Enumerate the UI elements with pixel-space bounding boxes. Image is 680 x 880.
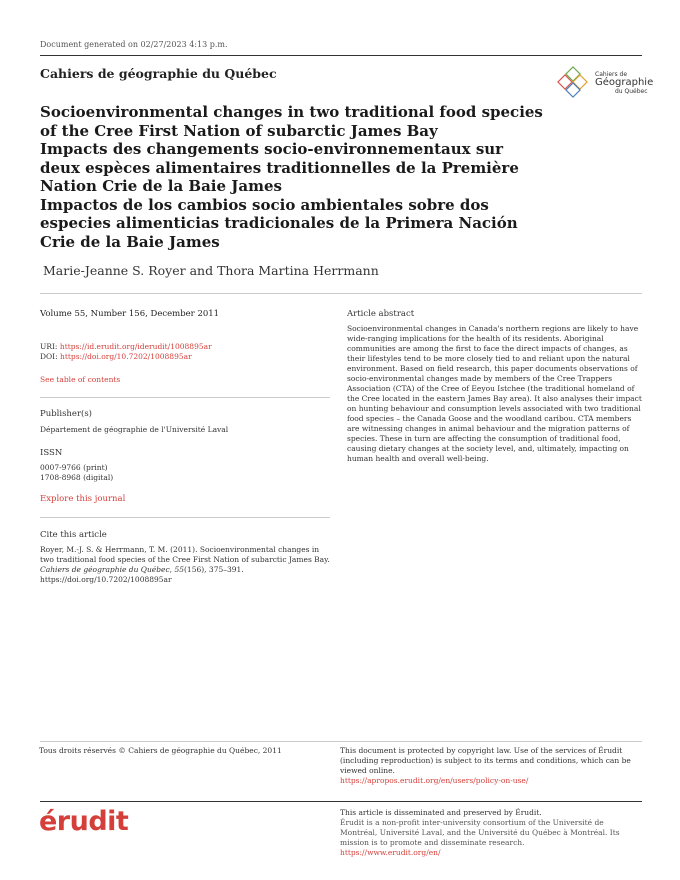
- left-rule-1: [40, 397, 330, 398]
- logo-diamonds-icon: [554, 66, 594, 106]
- logo-line-1: Cahiers de: [595, 71, 628, 78]
- publisher-heading: Publisher(s): [40, 409, 92, 419]
- toc-link[interactable]: See table of contents: [40, 375, 121, 384]
- doi-link[interactable]: https://doi.org/10.7202/1008895ar: [60, 352, 192, 361]
- footer-rule-2: [40, 801, 642, 802]
- uri-label: URI:: [40, 342, 58, 351]
- uri-link[interactable]: https://id.erudit.org/iderudit/1008895ar: [59, 342, 212, 351]
- identifiers: [40, 342, 330, 362]
- header-rule: [40, 55, 642, 56]
- publisher-name: Département de géographie de l'Université Laval: [40, 425, 229, 434]
- citation-lead: Royer, M.-J. S. & Herrmann, T. M. (2011). Socioenvironmental changes in two traditional food species of the Cree First Nation of subarctic James Bay.: [40, 545, 330, 564]
- doi-row: [40, 352, 330, 362]
- cite-heading: Cite this article: [40, 530, 107, 540]
- volume-info: Volume 55, Number 156, December 2011: [40, 309, 220, 319]
- copyright-notice: [340, 746, 640, 786]
- title-english: Socioenvironmental changes in two traditional food species of the Cree First Nation of subarctic James Bay: [40, 103, 543, 140]
- issn-heading: ISSN: [40, 448, 63, 458]
- erudit-logo: érudit: [39, 806, 129, 837]
- footer-rule-1: [40, 741, 642, 742]
- erudit-description: Érudit is a non-profit inter-university consortium of the Université de Montréal, Université Laval, and the Université du Québec à Montréal. Its mission is to promote and disseminate research.: [340, 818, 620, 847]
- logo-text: [595, 72, 653, 95]
- citation-journal: Cahiers de géographie du Québec: [40, 565, 170, 574]
- erudit-url-link[interactable]: https://www.erudit.org/en/: [340, 848, 441, 857]
- rights-statement: Tous droits réservés © Cahiers de géographie du Québec, 2011: [39, 746, 282, 755]
- article-titles: [40, 103, 545, 251]
- logo-line-3: du Québec: [615, 87, 648, 95]
- journal-logo: [554, 66, 654, 106]
- abstract-heading: Article abstract: [347, 309, 415, 319]
- left-rule-2: [40, 517, 330, 518]
- abstract-text: Socioenvironmental changes in Canada's northern regions are likely to have wide-ranging implications for the health of its residents. Aboriginal communities are among the first to face the direct impacts of changes, as their lifestyles tend to be more closely tied to and reliant upon the natural environment. Based on field research, this paper documents observations of socio-environmental changes made by members of the Cree Trappers Association (CTA) of the Cree of Eeyou Istchee (the traditional homeland of the Cree located in the eastern James Bay area). It also analyses their impact on hunting behaviour and consumption levels associated with two traditional food species – the Canada Goose and the woodland caribou. CTA members are witnessing changes in animal behaviour and the migration patterns of species. These in turn are affecting the consumption of traditional food, causing dietary changes at the society level, and, ultimately, impacting on human health and overall well-being.: [347, 324, 642, 463]
- dissemination-info: [340, 808, 640, 858]
- explore-journal-link[interactable]: Explore this journal: [40, 494, 126, 504]
- citation-tail: (156), 375–391. https://doi.org/10.7202/1008895ar: [40, 565, 244, 584]
- title-french: Impacts des changements socio-environnementaux sur deux espèces alimentaires traditionnelles de la Première Nation Crie de la Baie James: [40, 140, 519, 195]
- copyright-text: This document is protected by copyright law. Use of the services of Érudit (including reproduction) is subject to its terms and conditions, which can be viewed online.: [340, 746, 631, 775]
- authors: Marie-Jeanne S. Royer and Thora Martina Herrmann: [43, 263, 379, 278]
- citation: Royer, M.-J. S. & Herrmann, T. M. (2011). Socioenvironmental changes in two traditional food species of the Cree First Nation of subarctic James Bay. Cahiers de géographie du Québec, 55(156), 375–391. https://doi.org/10.7202/1008895ar: [40, 545, 330, 584]
- authors-rule: [40, 293, 642, 294]
- citation-volume: 55: [174, 565, 184, 574]
- uri-row: [40, 342, 330, 352]
- issn-digital: 1708-8968 (digital): [40, 473, 114, 482]
- journal-name: Cahiers de géographie du Québec: [40, 66, 277, 81]
- generation-note: Document generated on 02/27/2023 4:13 p.m.: [40, 40, 228, 49]
- doi-label: DOI:: [40, 352, 58, 361]
- title-spanish: Impactos de los cambios socio ambientales sobre dos especies alimenticias tradicionales de la Primera Nación Crie de la Baie James: [40, 195, 518, 251]
- policy-link[interactable]: https://apropos.erudit.org/en/users/policy-on-use/: [340, 776, 529, 785]
- disseminated-text: This article is disseminated and preserved by Érudit.: [340, 808, 542, 817]
- issn-print: 0007-9766 (print): [40, 463, 108, 472]
- logo-line-2: Géographie: [595, 77, 654, 89]
